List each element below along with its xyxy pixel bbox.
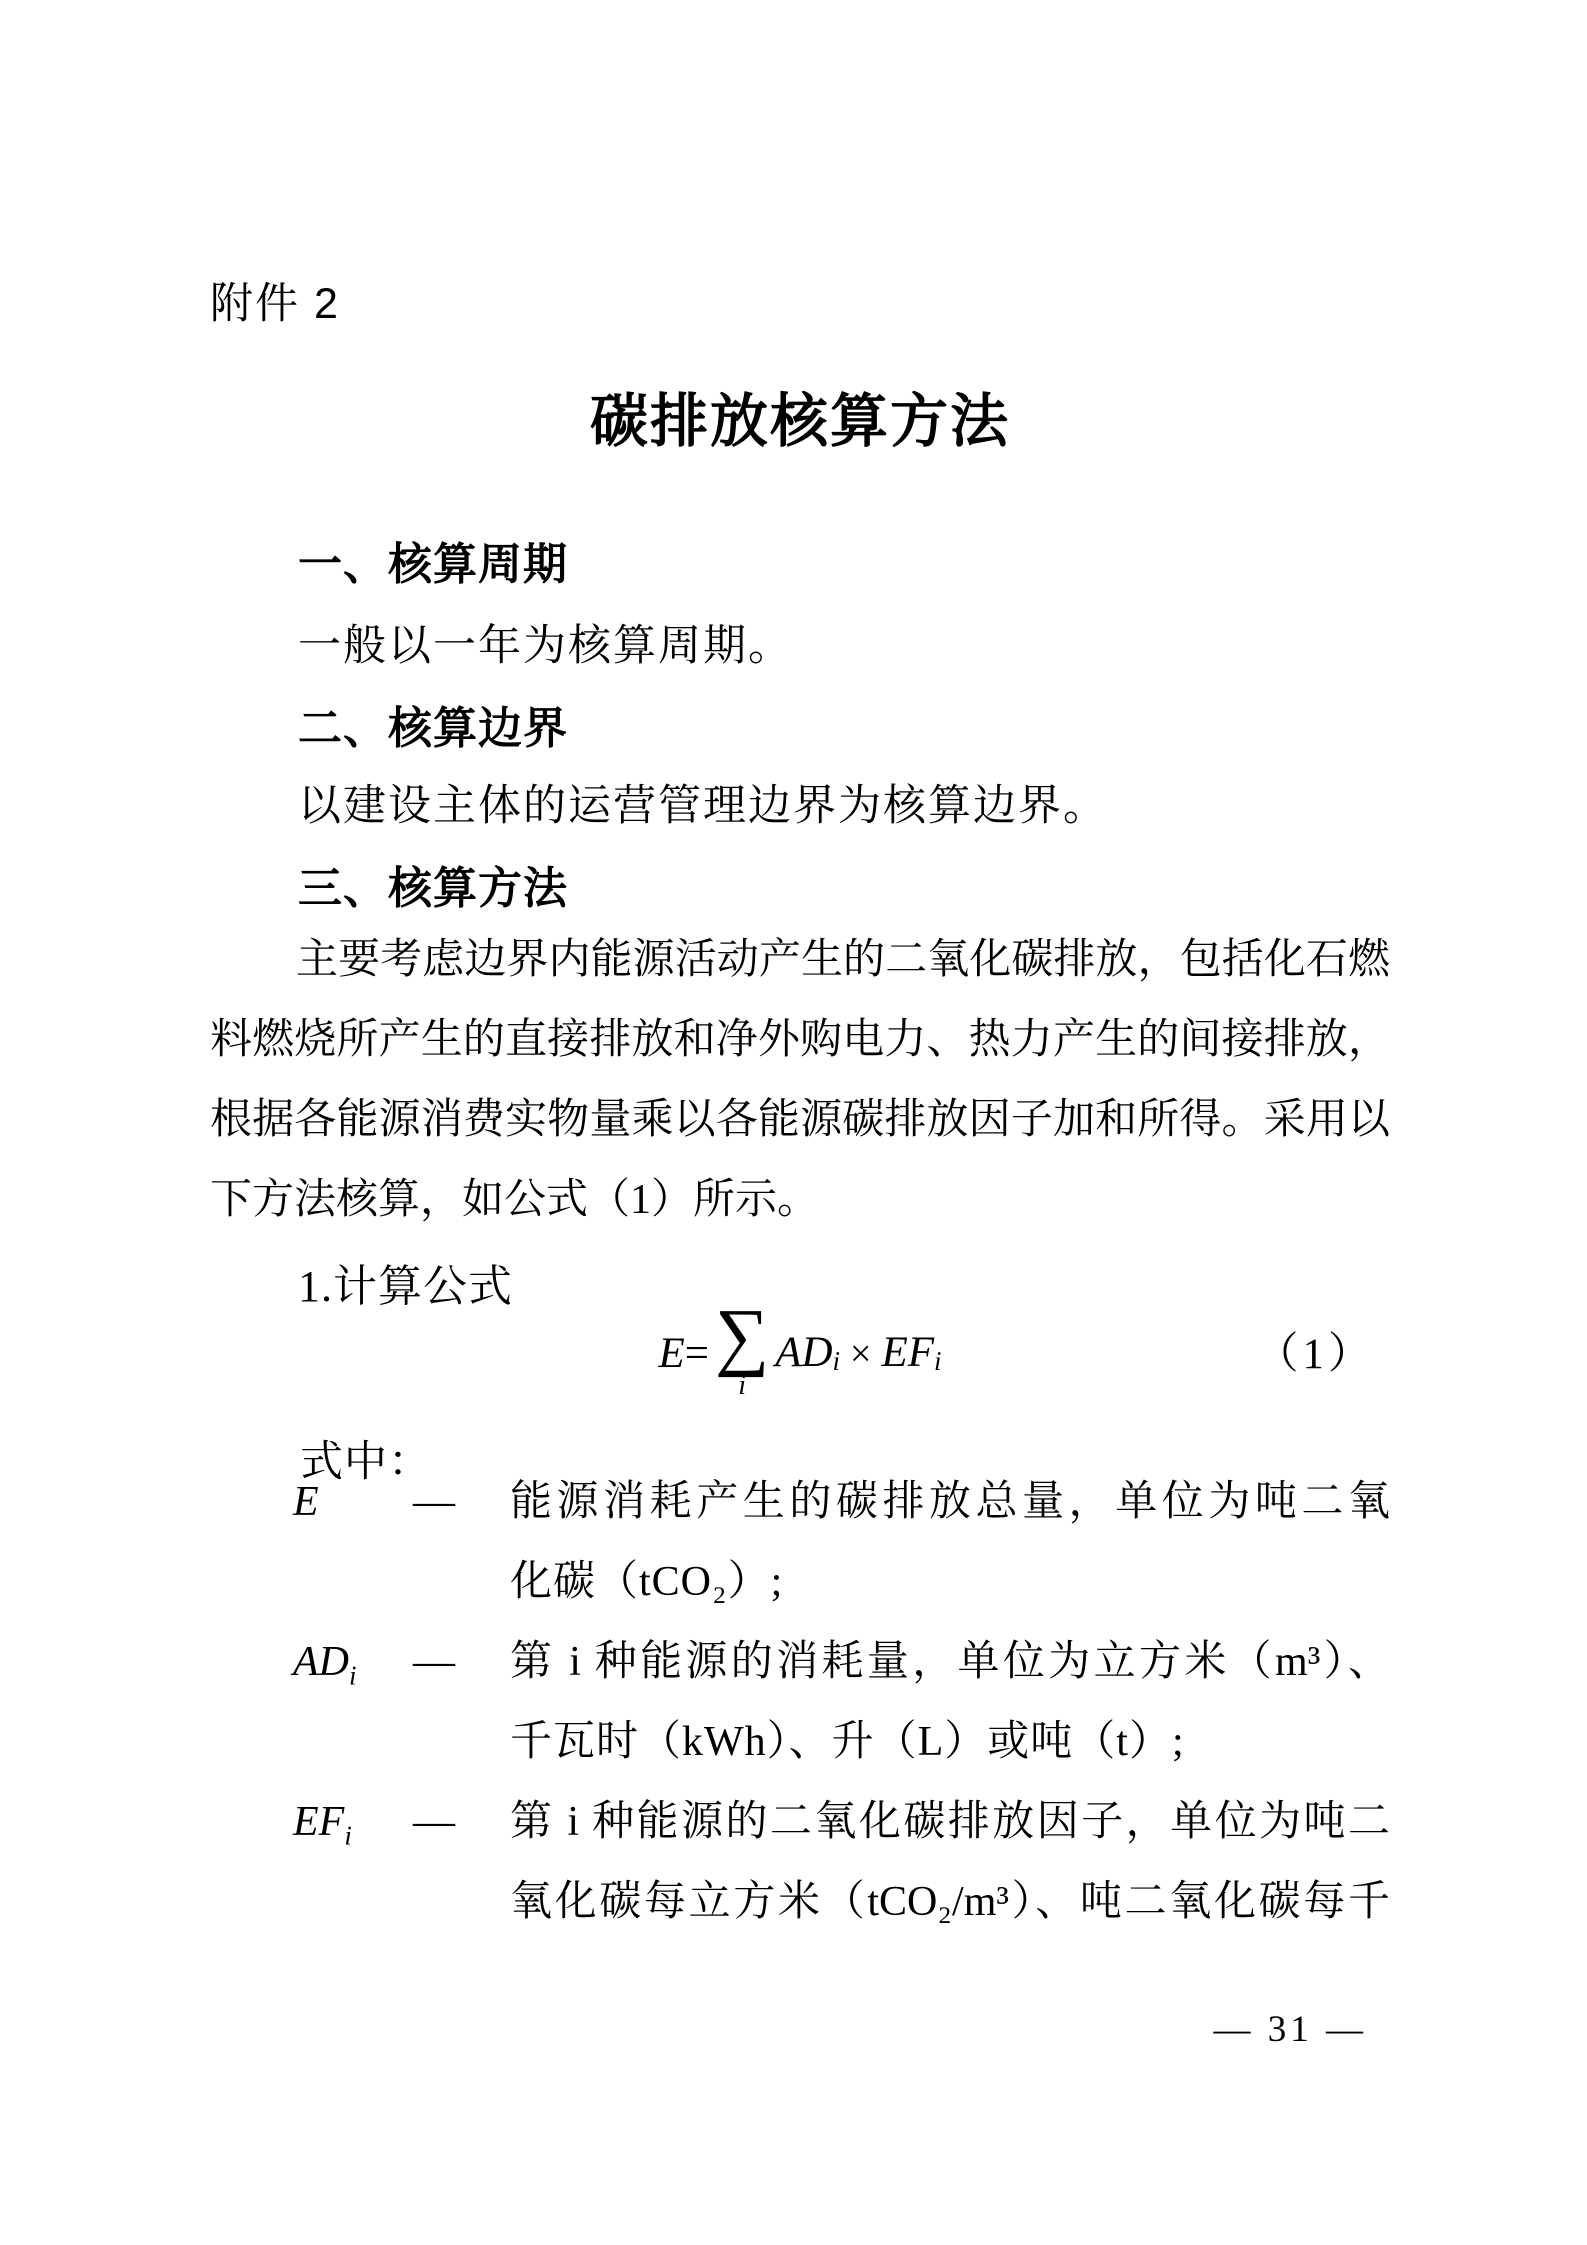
formula-variable-AD: AD <box>775 1329 833 1377</box>
attachment-label: 附件 2 <box>210 280 340 328</box>
definition-description <box>510 1782 1390 1942</box>
paragraph-line: 料燃烧所产生的直接排放和净外购电力、热力产生的间接排放， <box>210 1017 1390 1063</box>
definition-term <box>293 1462 413 1555</box>
formula-subscript-i: i <box>934 1346 942 1377</box>
definition-line: 化碳（tCO₂）; <box>510 1559 784 1605</box>
definition-row-AD <box>210 1622 1390 1782</box>
section-heading-3: 三、核算方法 <box>298 864 568 913</box>
term-subscript: i <box>344 1820 352 1851</box>
definition-line: 千瓦时（kWh）、升（L）或吨（t）; <box>510 1719 1185 1765</box>
where-label: 式中： <box>300 1439 432 1486</box>
variable-definitions <box>210 1462 1390 1942</box>
formula-subscript-i: i <box>832 1346 841 1377</box>
formula-variable-EF: EF <box>881 1329 935 1377</box>
paragraph-line: 下方法核算，如公式（1）所示。 <box>210 1177 820 1223</box>
formula-variable-E: E <box>658 1329 685 1377</box>
formula-equals-sign: = <box>684 1329 709 1377</box>
page-title: 碳排放核算方法 <box>589 389 1010 454</box>
definition-dash: — <box>413 1639 455 1685</box>
formula-lhs <box>658 1329 709 1378</box>
definition-dash: — <box>413 1799 455 1845</box>
definition-line: 第 i 种能源的二氧化碳排放因子，单位为吨二 <box>510 1799 1390 1845</box>
paragraph-line: 主要考虑边界内能源活动产生的二氧化碳排放，包括化石燃 <box>296 937 1390 983</box>
formula-equation-1 <box>210 1288 1390 1418</box>
equation-number: （1） <box>1255 1331 1375 1378</box>
summation-index: i <box>738 1369 746 1401</box>
definition-term <box>293 1622 413 1715</box>
formula-rhs <box>775 1328 941 1377</box>
section-heading-1: 一、核算周期 <box>298 540 568 589</box>
definition-row-EF <box>210 1782 1390 1942</box>
section-body-2: 以建设主体的运营管理边界为核算边界。 <box>298 783 1108 830</box>
subheading-calculation-formula: 1.计算公式 <box>298 1262 513 1311</box>
definition-line: 氧化碳每立方米（tCO₂/m³）、吨二氧化碳每千 <box>510 1879 1390 1925</box>
definition-row-E <box>210 1462 1390 1622</box>
section-heading-2: 二、核算边界 <box>298 704 568 753</box>
definition-term <box>293 1782 413 1875</box>
paragraph-line: 根据各能源消费实物量乘以各能源碳排放因子加和所得。采用以 <box>210 1097 1390 1143</box>
definition-line: 第 i 种能源的消耗量，单位为立方米（m³）、 <box>510 1639 1390 1685</box>
summation-symbol <box>715 1294 770 1401</box>
definition-line: 能源消耗产生的碳排放总量，单位为吨二氧 <box>510 1479 1390 1525</box>
section-body-1: 一般以一年为核算周期。 <box>298 623 793 670</box>
definition-description <box>510 1622 1390 1782</box>
definition-description <box>510 1462 1390 1622</box>
method-paragraph <box>210 920 1390 1240</box>
page-number: — 31 — <box>1213 2009 1367 2050</box>
sigma-icon: ∑ <box>715 1294 770 1379</box>
term-symbol: AD <box>293 1639 349 1685</box>
term-subscript: i <box>349 1660 357 1691</box>
term-symbol: EF <box>293 1799 345 1845</box>
term-symbol: E <box>293 1479 319 1525</box>
multiplication-sign: × <box>850 1333 872 1376</box>
definition-dash: — <box>413 1479 455 1525</box>
